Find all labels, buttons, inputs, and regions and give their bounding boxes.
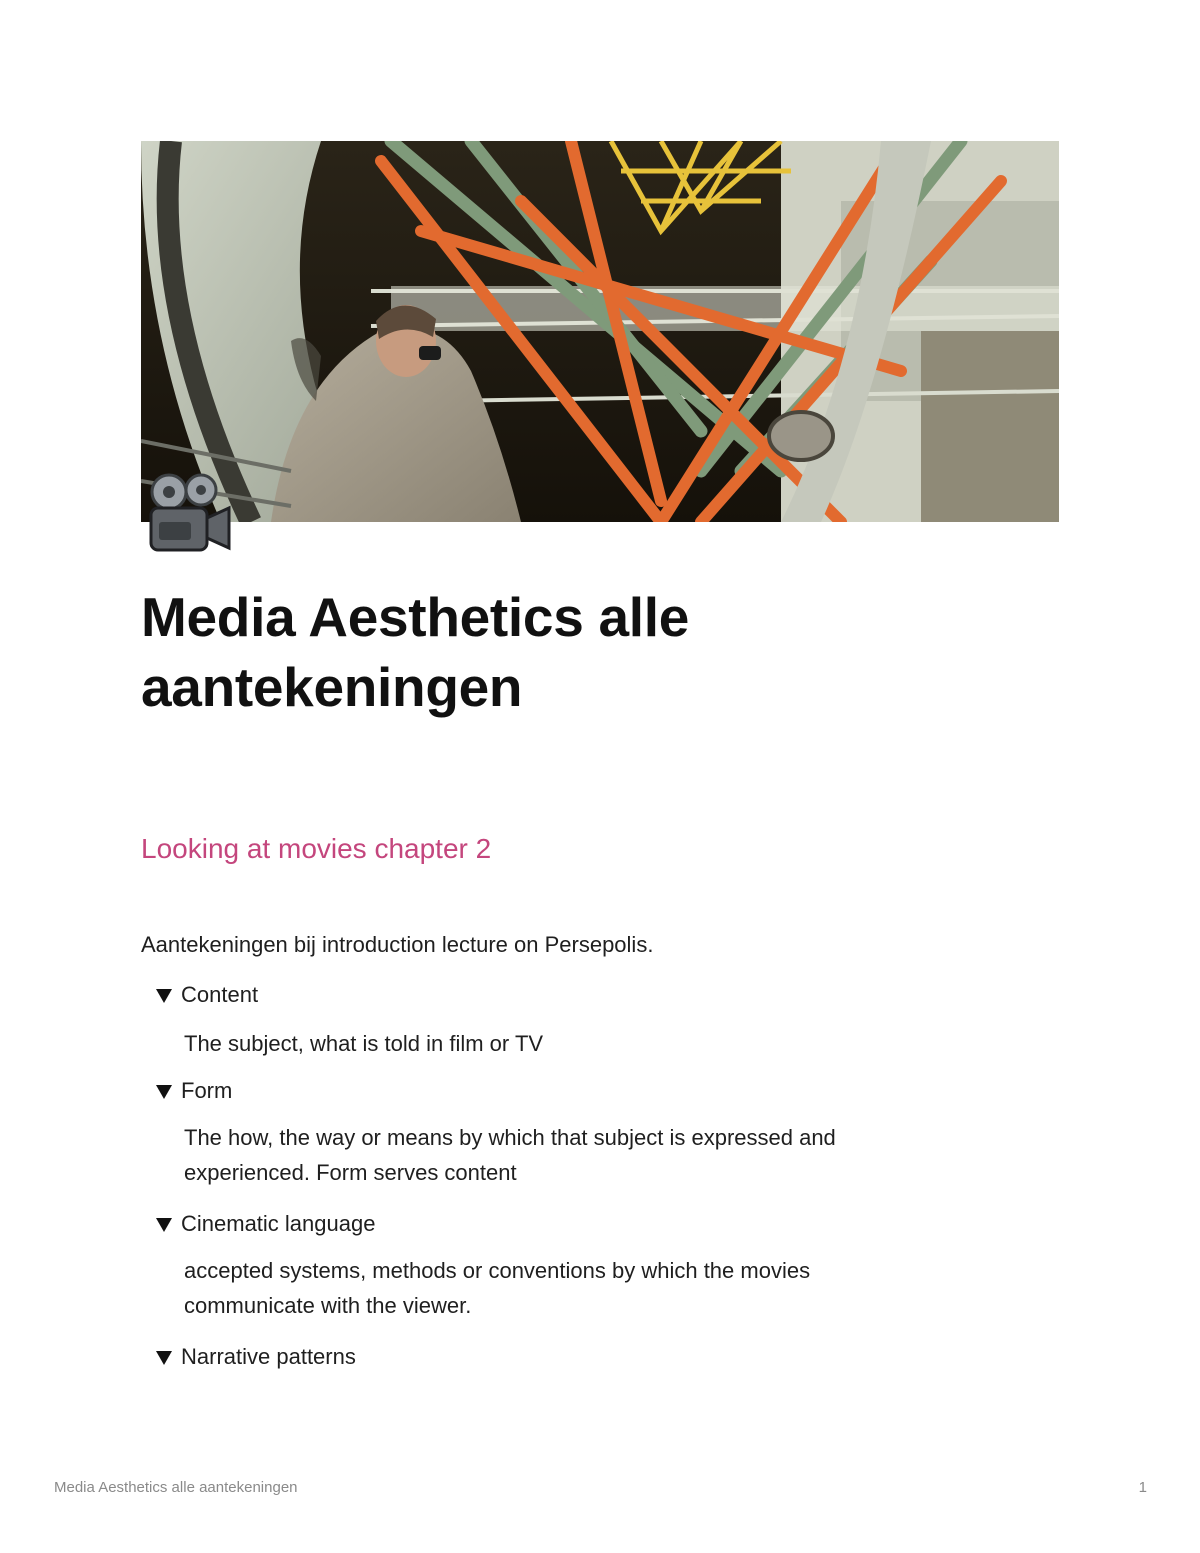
toggle-label: Content xyxy=(181,982,259,1007)
toggle-cinematic-language[interactable] xyxy=(156,1208,375,1240)
page-number: 1 xyxy=(1138,1479,1147,1496)
footer-title: Media Aesthetics alle aantekeningen xyxy=(54,1479,298,1496)
triangle-down-icon[interactable] xyxy=(156,1085,172,1099)
toggle-label: Form xyxy=(181,1078,233,1103)
toggle-narrative-patterns[interactable] xyxy=(156,1341,356,1373)
toggle-body-cinematic-language: accepted systems, methods or conventions by which the movies communicate with the viewer. xyxy=(184,1258,811,1318)
toggle-label: Narrative patterns xyxy=(181,1344,356,1369)
triangle-down-icon[interactable] xyxy=(156,1218,172,1232)
page-title: Media Aesthetics alle aantekeningen xyxy=(141,586,689,718)
toggle-label: Cinematic language xyxy=(181,1211,376,1236)
movie-camera-icon xyxy=(143,470,233,556)
toggle-content[interactable] xyxy=(156,979,258,1011)
section-heading: Looking at movies chapter 2 xyxy=(141,833,492,864)
toggle-form[interactable] xyxy=(156,1075,232,1107)
triangle-down-icon[interactable] xyxy=(156,1351,172,1365)
triangle-down-icon[interactable] xyxy=(156,989,172,1003)
toggle-body-content: The subject, what is told in film or TV xyxy=(184,1031,544,1056)
cover-image xyxy=(141,141,1059,522)
intro-text: Aantekeningen bij introduction lecture on Persepolis. xyxy=(141,932,654,957)
toggle-body-form: The how, the way or means by which that subject is expressed and experienced. Form serves content xyxy=(184,1125,836,1185)
